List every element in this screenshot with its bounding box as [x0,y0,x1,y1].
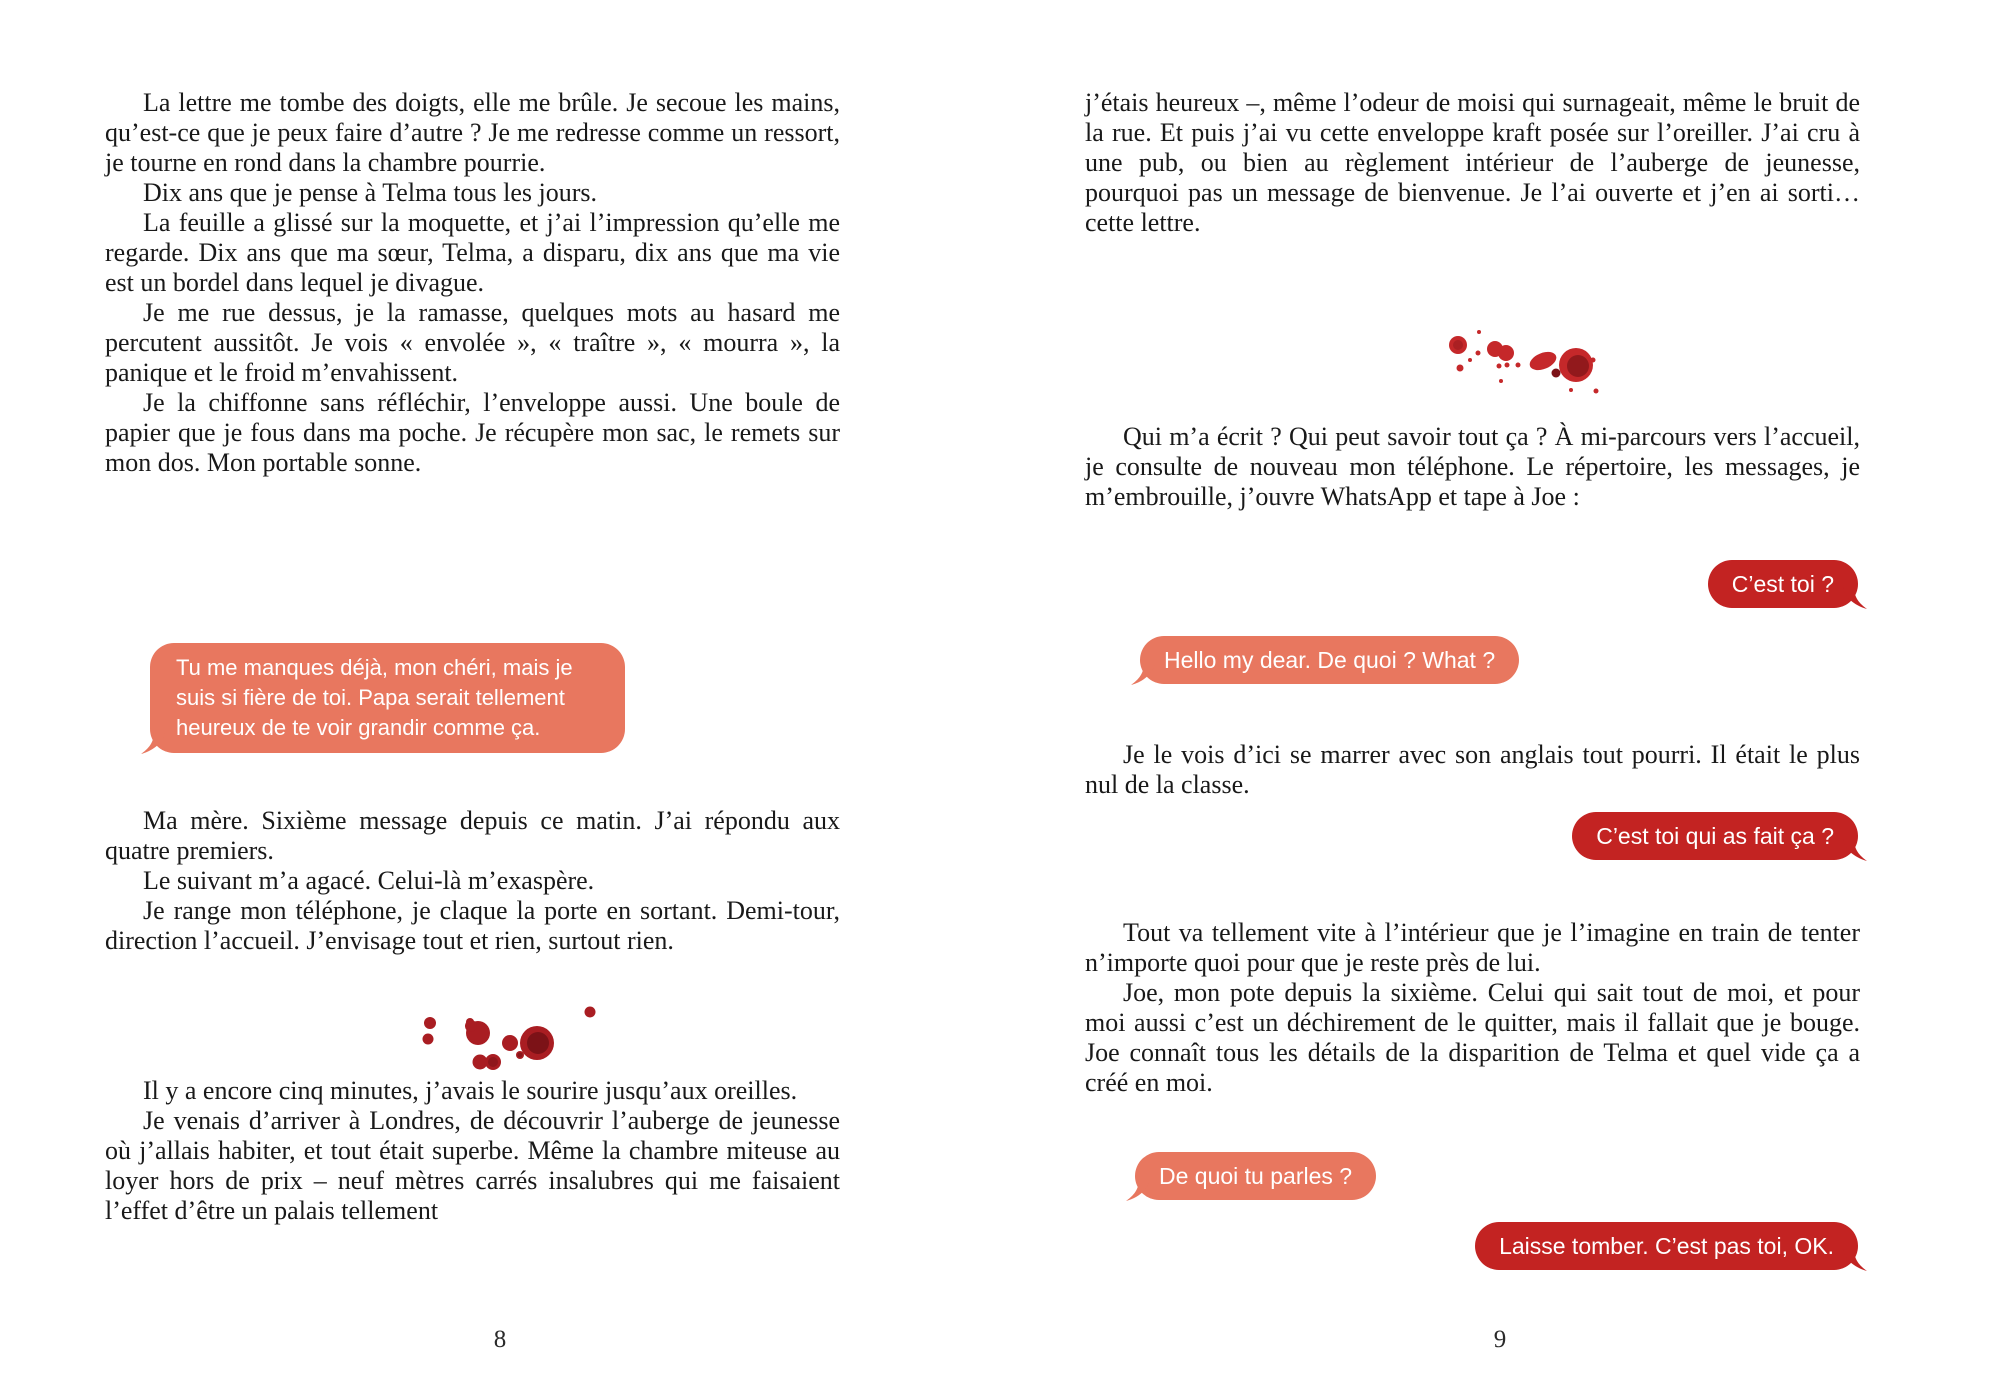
text-block [1085,422,1860,512]
paragraph: Je le vois d’ici se marrer avec son anglais tout pourri. Il était le plus nul de la classe. [1085,740,1860,799]
paragraph: La lettre me tombe des doigts, elle me brûle. Je secoue les mains, qu’est-ce que je peux faire d’autre ? Je me redresse comme un ressort, je tourne en rond dans la chambre pourrie. [105,88,840,177]
paragraph: Je la chiffonne sans réfléchir, l’enveloppe aussi. Une boule de papier que je fous dans ma poche. Je récupère mon sac, le remets sur mon dos. Mon portable sonne. [105,388,840,477]
chat-bubble-incoming [1135,1152,1376,1200]
chat-bubble-text: Hello my dear. De quoi ? What ? [1164,647,1496,673]
chat-bubble-text: C’est toi ? [1731,571,1834,597]
paragraph: Ma mère. Sixième message depuis ce matin. J’ai répondu aux quatre premiers. [105,806,840,865]
chat-bubble-outgoing [1475,1222,1858,1270]
blood-splatter-icon [1440,325,1625,400]
bubble-tail-icon [1126,1179,1152,1201]
paragraph: Je venais d’arriver à Londres, de découvrir l’auberge de jeunesse où j’allais habiter, et tout était superbe. Même la chambre miteuse au loyer hors de prix – neuf mètres carrés insalubres qui me faisaient l’effet d’être un palais tellement [105,1106,840,1225]
chat-bubble-text: De quoi tu parles ? [1159,1163,1353,1189]
text-block [105,806,840,956]
bubble-tail-icon [1841,839,1867,861]
text-block [1085,740,1860,800]
page-number: 8 [493,1326,507,1353]
text-block [1085,918,1860,1098]
paragraph: Tout va tellement vite à l’intérieur que je l’imagine en train de tenter n’importe quoi pour que je reste près de lui. [1085,918,1860,977]
bubble-tail-icon [141,732,167,754]
paragraph: Je range mon téléphone, je claque la porte en sortant. Demi-tour, direction l’accueil. J’envisage tout et rien, surtout rien. [105,896,840,955]
blood-splatter-icon [405,995,605,1080]
chat-bubble-incoming [150,643,625,753]
chat-bubble-outgoing [1572,812,1858,860]
text-block [1085,88,1860,238]
paragraph: Joe, mon pote depuis la sixième. Celui qui sait tout de moi, et pour moi aussi c’est un déchirement de le quitter, mais il fallait que je bouge. Joe connaît tous les détails de la disparition de Telma et quel vide ça a créé en moi. [1085,978,1860,1097]
page-number: 9 [1493,1326,1507,1353]
chat-bubble-text: Laisse tomber. C’est pas toi, OK. [1499,1233,1834,1259]
chat-bubble-text: C’est toi qui as fait ça ? [1596,823,1834,849]
paragraph: Je me rue dessus, je la ramasse, quelques mots au hasard me percutent aussitôt. Je vois « envolée », « traître », « mourra », la panique et le froid m’envahissent. [105,298,840,387]
bubble-tail-icon [1841,587,1867,609]
chat-bubble-outgoing [1708,560,1858,608]
bubble-tail-icon [1841,1249,1867,1271]
right-page [1000,0,2000,1400]
paragraph: Qui m’a écrit ? Qui peut savoir tout ça ? À mi-parcours vers l’accueil, je consulte de nouveau mon téléphone. Le répertoire, les messages, je m’embrouille, j’ouvre WhatsApp et tape à Joe : [1085,422,1860,511]
paragraph: Il y a encore cinq minutes, j’avais le sourire jusqu’aux oreilles. [143,1076,798,1105]
chat-bubble-incoming [1140,636,1519,684]
text-block [105,1076,840,1226]
paragraph: Le suivant m’a agacé. Celui-là m’exaspère. [143,866,595,895]
chat-bubble-text: Tu me manques déjà, mon chéri, mais je suis si fière de toi. Papa serait tellement heureux de te voir grandir comme ça. [176,655,573,740]
paragraph: La feuille a glissé sur la moquette, et j’ai l’impression qu’elle me regarde. Dix ans que ma sœur, Telma, a disparu, dix ans que ma vie est un bordel dans lequel je divague. [105,208,840,297]
bubble-tail-icon [1131,663,1157,685]
text-block [105,88,840,478]
paragraph: Dix ans que je pense à Telma tous les jours. [143,178,598,207]
paragraph: j’étais heureux –, même l’odeur de moisi qui surnageait, même le bruit de la rue. Et puis j’ai vu cette enveloppe kraft posée sur l’oreiller. J’ai cru à une pub, ou bien au règlement intérieur de l’auberge de jeunesse, pourquoi pas un message de bienvenue. Je l’ai ouverte et j’en ai sorti… cette lettre. [1085,88,1860,237]
